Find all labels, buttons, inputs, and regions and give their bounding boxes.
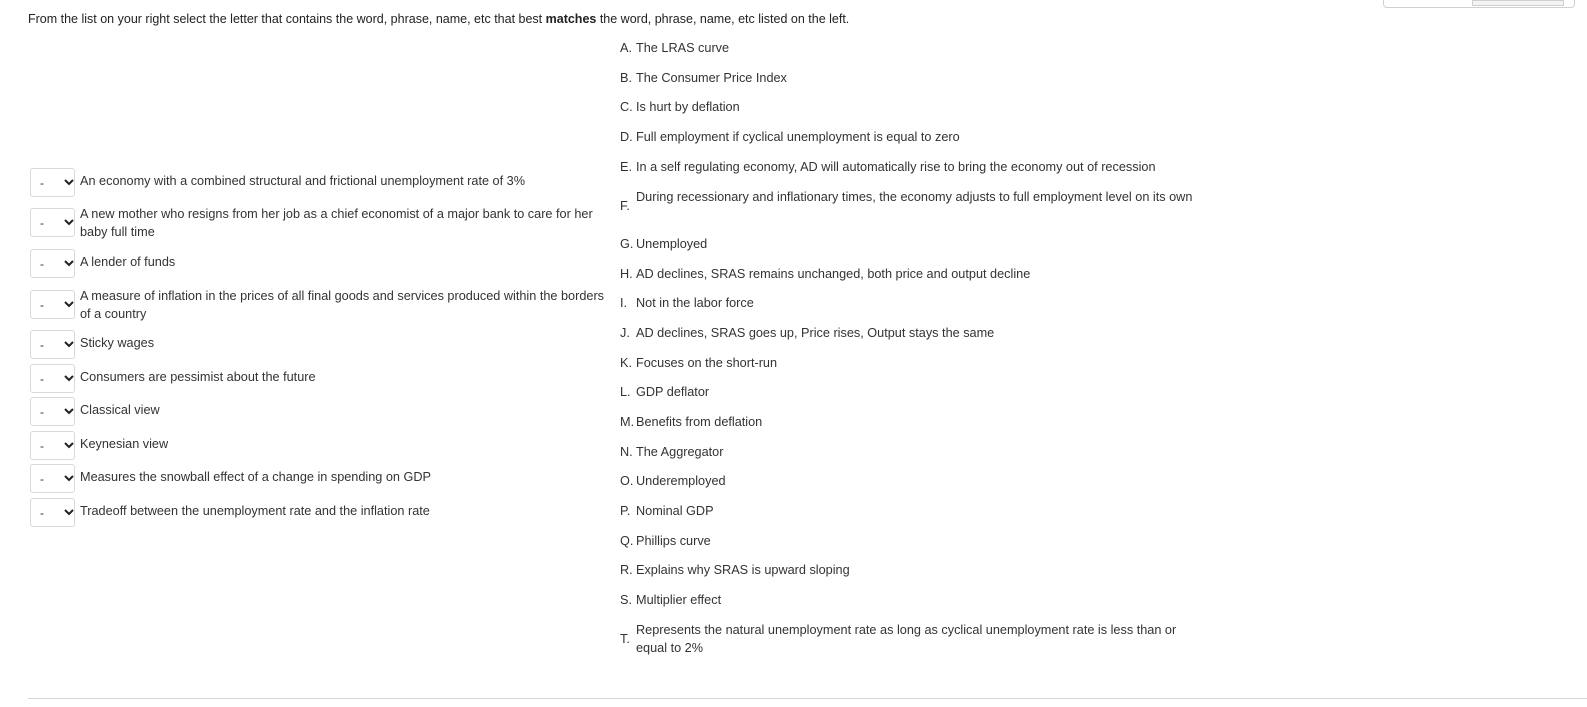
option-letter: A. <box>620 41 632 55</box>
option-letter: D. <box>620 130 633 144</box>
instructions-text-end: the word, phrase, name, etc listed on the left. <box>596 12 850 26</box>
instructions-bold: matches <box>545 12 597 26</box>
option-letter: B. <box>620 71 632 85</box>
instructions-text: From the list on your right select the letter that contains the word, phrase, name, etc that best <box>28 12 546 26</box>
option-text: AD declines, SRAS goes up, Price rises, Output stays the same <box>636 326 995 340</box>
instructions <box>28 12 849 26</box>
dropdown-value: - <box>40 439 44 453</box>
dropdown-value: - <box>40 372 44 386</box>
chevron-down-icon <box>64 178 74 186</box>
top-right-control <box>1383 0 1575 8</box>
option-letter: N. <box>620 445 633 459</box>
divider <box>28 698 1587 699</box>
dropdown-value: - <box>40 506 44 520</box>
option-letter: Q. <box>620 534 634 548</box>
option-letter: O. <box>620 474 634 488</box>
option-letter: M. <box>620 415 635 429</box>
dropdown-value: - <box>40 405 44 419</box>
option-text: Underemployed <box>636 474 726 488</box>
option-letter: G. <box>620 237 634 251</box>
answer-dropdown[interactable] <box>30 290 75 319</box>
option-letter: K. <box>620 356 632 370</box>
top-right-control-inner <box>1472 0 1564 6</box>
option-text: The LRAS curve <box>636 41 730 55</box>
question-text: Measures the snowball effect of a change in spending on GDP <box>80 470 432 484</box>
option-letter: H. <box>620 267 633 281</box>
chevron-down-icon <box>64 441 74 449</box>
chevron-down-icon <box>64 374 74 382</box>
option-text: Represents the natural unemployment rate as long as cyclical unemployment rate is less than or equal to 2% <box>636 623 1177 655</box>
option-letter: E. <box>620 160 632 174</box>
option-text: AD declines, SRAS remains unchanged, both price and output decline <box>636 267 1031 281</box>
option-text: Multiplier effect <box>636 593 722 607</box>
option-letter: J. <box>620 326 630 340</box>
chevron-down-icon <box>64 340 74 348</box>
question-text: A lender of funds <box>80 255 176 269</box>
option-letter: I. <box>620 296 628 310</box>
question-text: Classical view <box>80 403 160 417</box>
question-text: Tradeoff between the unemployment rate and the inflation rate <box>80 504 430 518</box>
option-letter: F. <box>620 199 630 213</box>
answer-dropdown[interactable] <box>30 397 75 426</box>
dropdown-value: - <box>40 472 44 486</box>
answer-dropdown[interactable] <box>30 249 75 278</box>
option-text: In a self regulating economy, AD will automatically rise to bring the economy out of recession <box>636 160 1156 174</box>
answer-dropdown[interactable] <box>30 208 75 237</box>
chevron-down-icon <box>64 259 74 267</box>
option-text: GDP deflator <box>636 385 710 399</box>
chevron-down-icon <box>64 218 74 226</box>
answer-dropdown[interactable] <box>30 330 75 359</box>
option-letter: C. <box>620 100 633 114</box>
dropdown-value: - <box>40 216 44 230</box>
dropdown-value: - <box>40 176 44 190</box>
chevron-down-icon <box>64 474 74 482</box>
option-letter: P. <box>620 504 631 518</box>
dropdown-value: - <box>40 338 44 352</box>
dropdown-value: - <box>40 257 44 271</box>
option-letter: L. <box>620 385 631 399</box>
answer-dropdown[interactable] <box>30 168 75 197</box>
answer-dropdown[interactable] <box>30 498 75 527</box>
chevron-down-icon <box>64 407 74 415</box>
answer-dropdown[interactable] <box>30 464 75 493</box>
option-text: Nominal GDP <box>636 504 714 518</box>
question-text: Sticky wages <box>80 336 155 350</box>
chevron-down-icon <box>64 508 74 516</box>
option-text: The Consumer Price Index <box>636 71 787 85</box>
question-text: A new mother who resigns from her job as a chief economist of a major bank to care for her baby full time <box>80 207 593 239</box>
option-letter: R. <box>620 563 633 577</box>
option-text: Is hurt by deflation <box>636 100 740 114</box>
option-text: Benefits from deflation <box>636 415 763 429</box>
option-text: Phillips curve <box>636 534 711 548</box>
option-text: During recessionary and inflationary times, the economy adjusts to full employment level on its own <box>636 190 1193 204</box>
question-text: An economy with a combined structural and frictional unemployment rate of 3% <box>80 174 525 188</box>
chevron-down-icon <box>64 300 74 308</box>
option-text: Unemployed <box>636 237 708 251</box>
option-text: Focuses on the short-run <box>636 356 778 370</box>
option-text: Explains why SRAS is upward sloping <box>636 563 850 577</box>
answer-dropdown[interactable] <box>30 364 75 393</box>
option-letter: S. <box>620 593 632 607</box>
question-text: Consumers are pessimist about the future <box>80 370 316 384</box>
answer-dropdown[interactable] <box>30 431 75 460</box>
option-text: Not in the labor force <box>636 296 754 310</box>
question-text: Keynesian view <box>80 437 169 451</box>
question-text: A measure of inflation in the prices of all final goods and services produced within the borders of a country <box>80 289 605 321</box>
option-text: Full employment if cyclical unemployment is equal to zero <box>636 130 960 144</box>
dropdown-value: - <box>40 298 44 312</box>
option-text: The Aggregator <box>636 445 724 459</box>
option-letter: T. <box>620 632 630 646</box>
